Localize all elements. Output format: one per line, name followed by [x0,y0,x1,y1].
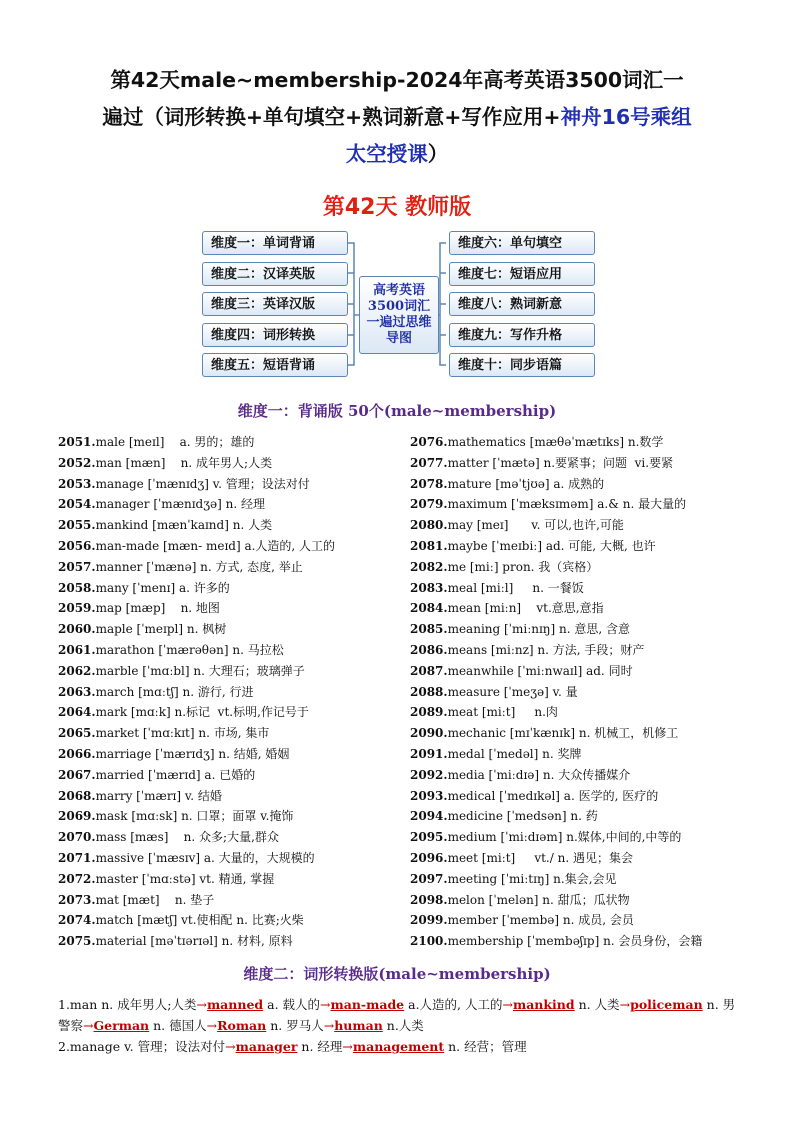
section-heading-word-forms: 维度二：词形转换版(male~membership) [243,965,551,983]
mindmap-dim-10: 维度十：同步语篇 [449,353,595,377]
vocab-entry [410,723,702,744]
entry-text: meet [miːt] vt./ n. 遇见；集会 [447,850,633,865]
entry-number: 2058. [58,580,96,595]
vocab-entry [410,827,702,848]
vocab-entry [410,806,702,827]
vocab-entry [58,474,335,495]
vocab-entry [410,432,702,453]
entry-text: man [mæn] n. 成年男人;人类 [95,455,273,470]
entry-text: medium [ˈmiːdɪəm] n.媒体,中间的,中等的 [447,830,682,845]
entry-number: 2076. [410,435,448,449]
entry-text: meeting [ˈmiːtɪŋ] n.集会,会见 [447,871,617,886]
entry-text: may [meɪ] v. 可以,也许,可能 [447,518,624,533]
vocab-entry [58,723,335,744]
vocab-entry [58,869,335,890]
vocab-entry [410,910,702,931]
entry-text: meat [miːt] n.肉 [447,705,558,720]
gloss-text: n. 男 [702,997,736,1012]
entry-number: 2077. [410,455,448,470]
entry-text: marble [ˈmɑːbl] n. 大理石；玻璃弹子 [95,663,305,678]
entry-text: mathematics [mæθəˈmætɪks] n.数学 [447,435,664,449]
vocab-entry [410,640,702,661]
arrow-icon: → [502,997,513,1012]
entry-text: matter [ˈmætə] n.要紧事；问题 vi.要紧 [447,455,674,470]
entry-number: 2098. [410,892,448,907]
vocab-entry [58,598,335,619]
entry-text: maximum [ˈmæksɪməm] a.& n. 最大量的 [447,497,687,512]
title-highlight-lecture: 太空授课 [345,142,428,166]
entry-number: 2087. [410,663,448,678]
entry-number: 2086. [410,642,448,657]
entry-number: 2051. [58,435,96,449]
entry-number: 2092. [410,767,448,782]
entry-text: marathon [ˈmærəθən] n. 马拉松 [95,642,284,657]
gloss-text: a.人造的, 人工的 [404,997,503,1012]
entry-number: 2090. [410,726,448,741]
gloss-text: n. 人类 [574,997,620,1012]
entry-text: meanwhile [ˈmiːnwaɪl] ad. 同时 [447,663,633,678]
entry-text: mat [mæt] n. 垫子 [95,892,215,907]
entry-number: 2097. [410,871,448,886]
arrow-icon: → [206,1018,218,1033]
entry-number: 2099. [410,913,448,928]
gloss-text: n. 经营；管理 [444,1039,527,1054]
arrow-icon: → [323,1018,335,1033]
vocab-entry [58,931,335,952]
entry-number: 2060. [58,622,96,637]
gloss-text: n. 德国人 [149,1018,207,1033]
answer-word: manned [206,997,264,1012]
entry-number: 2096. [410,850,448,865]
entry-number: 2072. [58,871,96,886]
entry-number: 2094. [410,809,448,824]
entry-number: 2069. [58,809,96,824]
entry-text: mature [məˈtjʊə] a. 成熟的 [447,476,605,491]
arrow-icon: → [619,997,631,1012]
gloss-text: a. 载人的 [263,997,321,1012]
vocab-entry [410,515,702,536]
vocab-entry [410,848,702,869]
entry-number: 2091. [410,746,448,761]
vocab-entry [58,432,335,453]
answer-word: policeman [630,997,703,1012]
entry-number: 2061. [58,642,96,657]
gloss-text: n.人类 [382,1018,424,1033]
gloss-text: n. 经理 [297,1039,343,1054]
entry-number: 2085. [410,622,448,637]
title-close-paren: ） [427,142,449,166]
vocab-entry [58,827,335,848]
vocab-entry [58,806,335,827]
entry-text: me [miː] pron. 我（宾格） [447,559,599,574]
arrow-icon: → [320,997,331,1012]
gloss-text: n. 罗马人 [266,1018,324,1033]
answer-word: man-made [330,997,405,1012]
title-line-2-text: 遍过（词形转换+单句填空+熟词新意+写作应用+ [102,105,561,129]
vocab-entry [410,474,702,495]
entry-number: 2100. [410,934,448,949]
mindmap-dim-1: 维度一：单词背诵 [202,231,348,255]
entry-text: mankind [mænˈkaɪnd] n. 人类 [95,518,273,533]
entry-number: 2057. [58,559,96,574]
word-form-line [58,1015,748,1036]
entry-number: 2089. [410,705,448,720]
vocab-entry [58,515,335,536]
entry-text: medical [ˈmedɪkəl] a. 医学的, 医疗的 [447,788,659,803]
entry-text: maybe [ˈmeɪbiː] ad. 可能, 大概, 也许 [447,538,656,553]
entry-text: mass [mæs] n. 众多;大量,群众 [95,830,279,845]
vocab-entry [410,557,702,578]
entry-number: 2071. [58,850,96,865]
entry-text: married [ˈmærɪd] a. 已婚的 [95,767,256,782]
vocab-entry [410,702,702,723]
vocab-entry [58,890,335,911]
gloss-text: 警察 [58,1018,84,1033]
entry-text: marriage [ˈmærɪdʒ] n. 结婚, 婚姻 [95,746,290,761]
entry-text: map [mæp] n. 地图 [95,601,220,616]
vocab-entry [410,453,702,474]
mindmap-dim-4: 维度四：词形转换 [202,323,348,347]
entry-text: meal [miːl] n. 一餐饭 [447,580,584,595]
answer-word: Roman [217,1018,267,1033]
entry-number: 2081. [410,538,448,553]
entry-text: means [miːnz] n. 方法, 手段；财产 [447,642,645,657]
vocab-entry [410,598,702,619]
entry-number: 2052. [58,455,96,470]
vocab-entry [410,682,702,703]
entry-number: 2078. [410,476,448,491]
entry-text: maple [ˈmeɪpl] n. 枫树 [95,622,227,637]
entry-text: melon [ˈmelən] n. 甜瓜；瓜状物 [447,892,630,907]
entry-number: 2082. [410,559,448,574]
vocab-entry [410,869,702,890]
vocab-entry [410,931,702,952]
vocab-entry [58,910,335,931]
entry-text: mean [miːn] vt.意思,意指 [447,601,604,616]
vocab-entry [58,494,335,515]
entry-text: man-made [mæn- meɪd] a.人造的, 人工的 [95,538,336,553]
word-form-line [58,994,748,1015]
entry-number: 2095. [410,830,448,845]
entry-text: manner [ˈmænə] n. 方式, 态度, 举止 [95,559,303,574]
edition-subtitle: 第42天 教师版 [322,195,472,220]
vocab-entry [410,786,702,807]
entry-number: 2065. [58,726,96,741]
entry-number: 2083. [410,580,448,595]
vocab-entry [410,744,702,765]
entry-text: match [mætʃ] vt.使相配 n. 比赛;火柴 [95,913,304,928]
title-line-1: 第42天male~membership-2024年高考英语3500词汇一 [110,68,684,92]
entry-text: membership [ˈmembəʃɪp] n. 会员身份，会籍 [447,934,703,949]
entry-text: mechanic [mɪˈkænɪk] n. 机械工，机修工 [447,726,679,741]
arrow-icon: → [196,997,207,1012]
arrow-icon: → [83,1018,94,1033]
entry-number: 2084. [410,601,448,616]
vocab-entry [410,890,702,911]
entry-text: medal [ˈmedəl] n. 奖牌 [447,746,582,761]
entry-text: material [məˈtɪərɪəl] n. 材料, 原料 [95,934,293,949]
entry-text: march [mɑːtʃ] n. 游行, 行进 [95,684,254,699]
entry-number: 2075. [58,934,96,949]
entry-number: 2062. [58,663,96,678]
mindmap-dim-8: 维度八：熟词新意 [449,292,595,316]
vocab-entry [58,786,335,807]
vocab-entry [58,682,335,703]
entry-text: mark [mɑːk] n.标记 vt.标明,作记号于 [95,705,309,720]
entry-text: mask [mɑːsk] n. 口罩；面罩 v.掩饰 [95,809,294,824]
answer-word: mankind [512,997,575,1012]
arrow-icon: → [342,1039,353,1054]
mindmap-dim-7: 维度七：短语应用 [449,262,595,286]
vocab-entry [58,765,335,786]
answer-word: management [352,1039,445,1054]
vocab-entry [58,744,335,765]
entry-text: male [meɪl] a. 男的；雄的 [95,435,255,449]
vocab-entry [410,661,702,682]
entry-number: 2093. [410,788,448,803]
entry-text: master [ˈmɑːstə] vt. 精通, 掌握 [95,871,275,886]
word-form-line [58,1036,748,1057]
entry-number: 2053. [58,476,96,491]
entry-number: 2073. [58,892,96,907]
answer-word: manager [235,1039,298,1054]
entry-text: medicine [ˈmedsən] n. 药 [447,809,598,824]
vocab-entry [58,702,335,723]
entry-number: 2055. [58,518,96,533]
entry-number: 2079. [410,497,448,512]
entry-number: 2067. [58,767,96,782]
vocab-entry [58,557,335,578]
stem-text: 1.man n. 成年男人;人类 [58,997,197,1012]
title-highlight-shenzhou: 神舟16号乘组 [560,105,692,129]
entry-text: meaning [ˈmiːnɪŋ] n. 意思, 含意 [447,622,631,637]
vocab-entry [58,661,335,682]
vocab-entry [58,619,335,640]
vocab-entry [58,453,335,474]
entry-number: 2070. [58,830,96,845]
entry-number: 2066. [58,746,96,761]
vocab-entry [410,619,702,640]
entry-number: 2080. [410,518,448,533]
vocab-entry [410,494,702,515]
mindmap-dim-5: 维度五：短语背诵 [202,353,348,377]
vocab-entry [58,578,335,599]
vocab-entry [58,536,335,557]
mindmap-dim-2: 维度二：汉译英版 [202,262,348,286]
entry-text: marry [ˈmærɪ] v. 结婚 [95,788,222,803]
vocab-list-right [410,432,702,952]
word-form-exercises [58,994,748,1057]
stem-text: 2.manage v. 管理；设法对付 [58,1039,226,1054]
vocab-entry [410,578,702,599]
entry-text: media [ˈmiːdɪə] n. 大众传播媒介 [447,767,631,782]
entry-number: 2054. [58,497,96,512]
vocab-entry [58,640,335,661]
vocab-entry [410,765,702,786]
entry-text: many [ˈmenɪ] a. 许多的 [95,580,230,595]
mindmap-dim-9: 维度九：写作升格 [449,323,595,347]
entry-text: massive [ˈmæsɪv] a. 大量的，大规模的 [95,850,315,865]
mindmap-dim-3: 维度三：英译汉版 [202,292,348,316]
vocab-entry [58,848,335,869]
entry-number: 2074. [58,913,96,928]
arrow-icon: → [225,1039,236,1054]
mindmap-dim-6: 维度六：单句填空 [449,231,595,255]
entry-text: manage [ˈmænɪdʒ] v. 管理；设法对付 [95,476,310,491]
entry-number: 2063. [58,684,96,699]
answer-word: German [93,1018,150,1033]
entry-number: 2068. [58,788,96,803]
answer-word: human [334,1018,383,1033]
entry-text: manager [ˈmænɪdʒə] n. 经理 [95,497,265,512]
entry-number: 2059. [58,601,96,616]
vocab-list-left [58,432,335,952]
entry-text: market [ˈmɑːkɪt] n. 市场, 集市 [95,726,270,741]
vocab-entry [410,536,702,557]
entry-number: 2088. [410,684,448,699]
section-heading-recitation: 维度一：背诵版 50个(male~membership) [237,402,557,420]
entry-text: member [ˈmembə] n. 成员, 会员 [447,913,634,928]
entry-text: measure [ˈmeʒə] v. 量 [447,684,578,699]
mindmap-center: 高考英语3500词汇一遍过思维导图 [359,276,439,354]
entry-number: 2064. [58,705,96,720]
entry-number: 2056. [58,538,96,553]
